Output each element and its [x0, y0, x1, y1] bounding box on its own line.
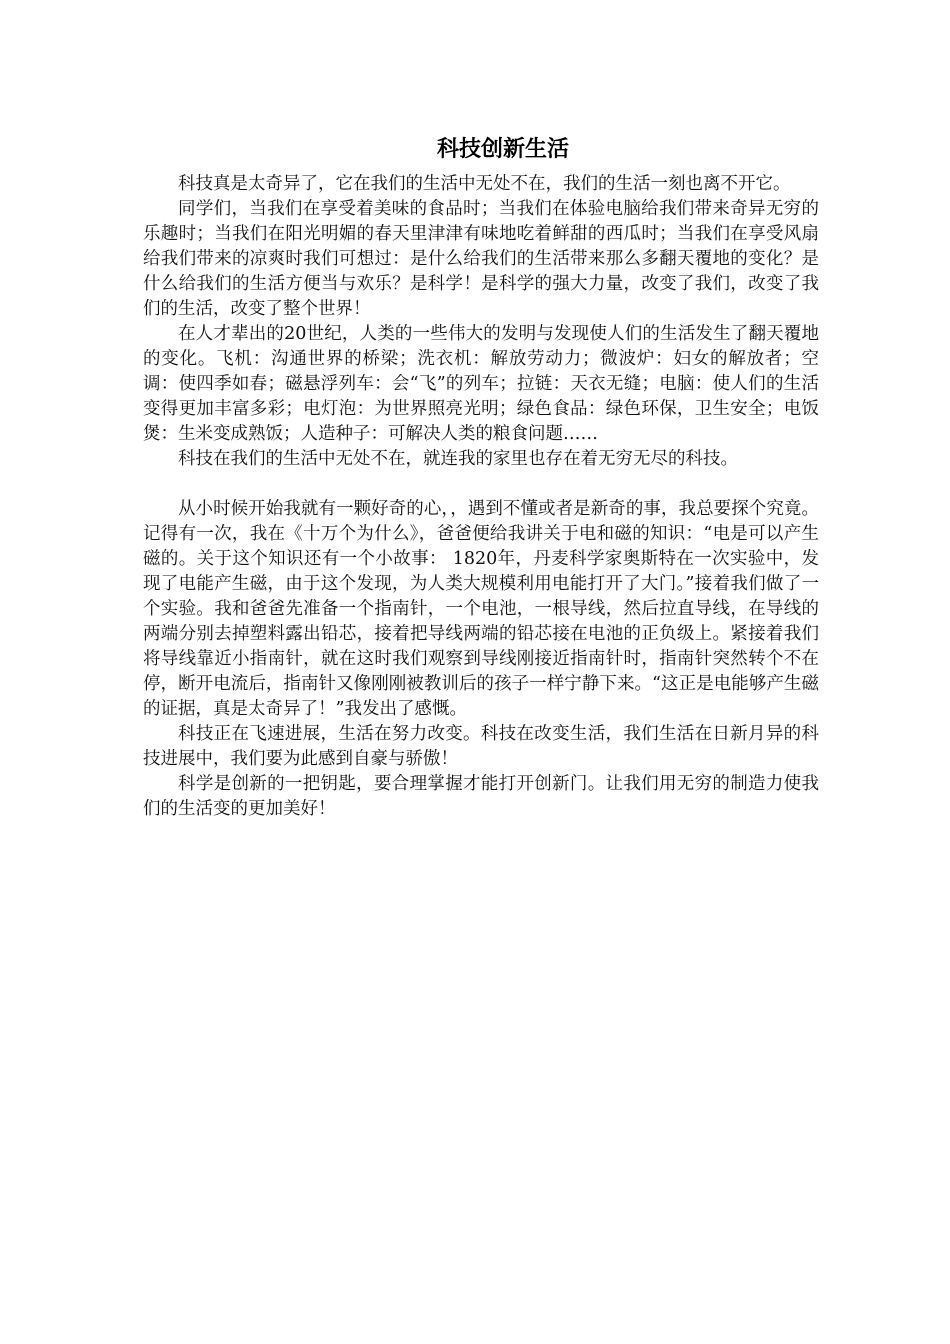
paragraph-5: 从小时候开始我就有一颗好奇的心，，遇到不懂或者是新奇的事，我总要探个究竟。记得有一次，我在《十万个为什么》，爸爸便给我讲关于电和磁的知识：“电是可以产生磁的。关于这个知识还有一个小故事： 1820年，丹麦科学家奥斯特在一次实验中，发现了电能产生磁，由于这个发现，为人类大规模利用电能打开了大门。”接着我们做了一个实验。我和爸爸先准备一个指南针，一个电池，一根导线，然后拉直导线，在导线的两端分别去掉塑料露出铅芯，接着把导线两端的铅芯接在电池的正负级上。紧接着我们将导线靠近小指南针，就在这时我们观察到导线刚接近指南针时，指南针突然转个不在停，断开电流后，指南针又像刚刚被教训后的孩子一样宁静下来。“这正是电能够产生磁的证据，真是太奇异了！”我发出了感慨。	[143, 499, 819, 719]
document-title: 科技创新生活	[436, 137, 569, 162]
document-body	[143, 128, 819, 822]
paragraph-1: 科技真是太奇异了，它在我们的生活中无处不在，我们的生活一刻也离不开它。	[178, 174, 791, 194]
paragraph-3: 在人才辈出的20世纪，人类的一些伟大的发明与发现使人们的生活发生了翻天覆地的变化。飞机：沟通世界的桥梁；洗衣机：解放劳动力；微波炉：妇女的解放者；空调：使四季如春；磁悬浮列车：会“飞”的列车；拉链：天衣无缝；电脑：使人们的生活变得更加丰富多彩；电灯泡：为世界照亮光明；绿色食品：绿色环保，卫生安全；电饭煲：生米变成熟饭；人造种子：可解决人类的粮食问题……	[143, 324, 819, 444]
paragraph-7: 科学是创新的一把钥匙，要合理掌握才能打开创新门。让我们用无穷的制造力使我们的生活变的更加美好！	[143, 774, 819, 819]
paragraph-gap	[143, 472, 819, 497]
paragraph-2: 同学们，当我们在享受着美味的食品时；当我们在体验电脑给我们带来奇异无穷的乐趣时；当我们在阳光明媚的春天里津津有味地吃着鲜甜的西瓜时；当我们在享受风扇给我们带来的凉爽时我们可想过：是什么给我们的生活带来那么多翻天覆地的变化？是什么给我们的生活方便当与欢乐？是科学！是科学的强大力量，改变了我们，改变了我们的生活，改变了整个世界！	[143, 199, 819, 319]
paragraph-4: 科技在我们的生活中无处不在，就连我的家里也存在着无穷无尽的科技。	[178, 449, 738, 469]
paragraph-6: 科技正在飞速进展，生活在努力改变。科技在改变生活，我们生活在日新月异的科技进展中，我们要为此感到自豪与骄傲！	[143, 724, 819, 769]
